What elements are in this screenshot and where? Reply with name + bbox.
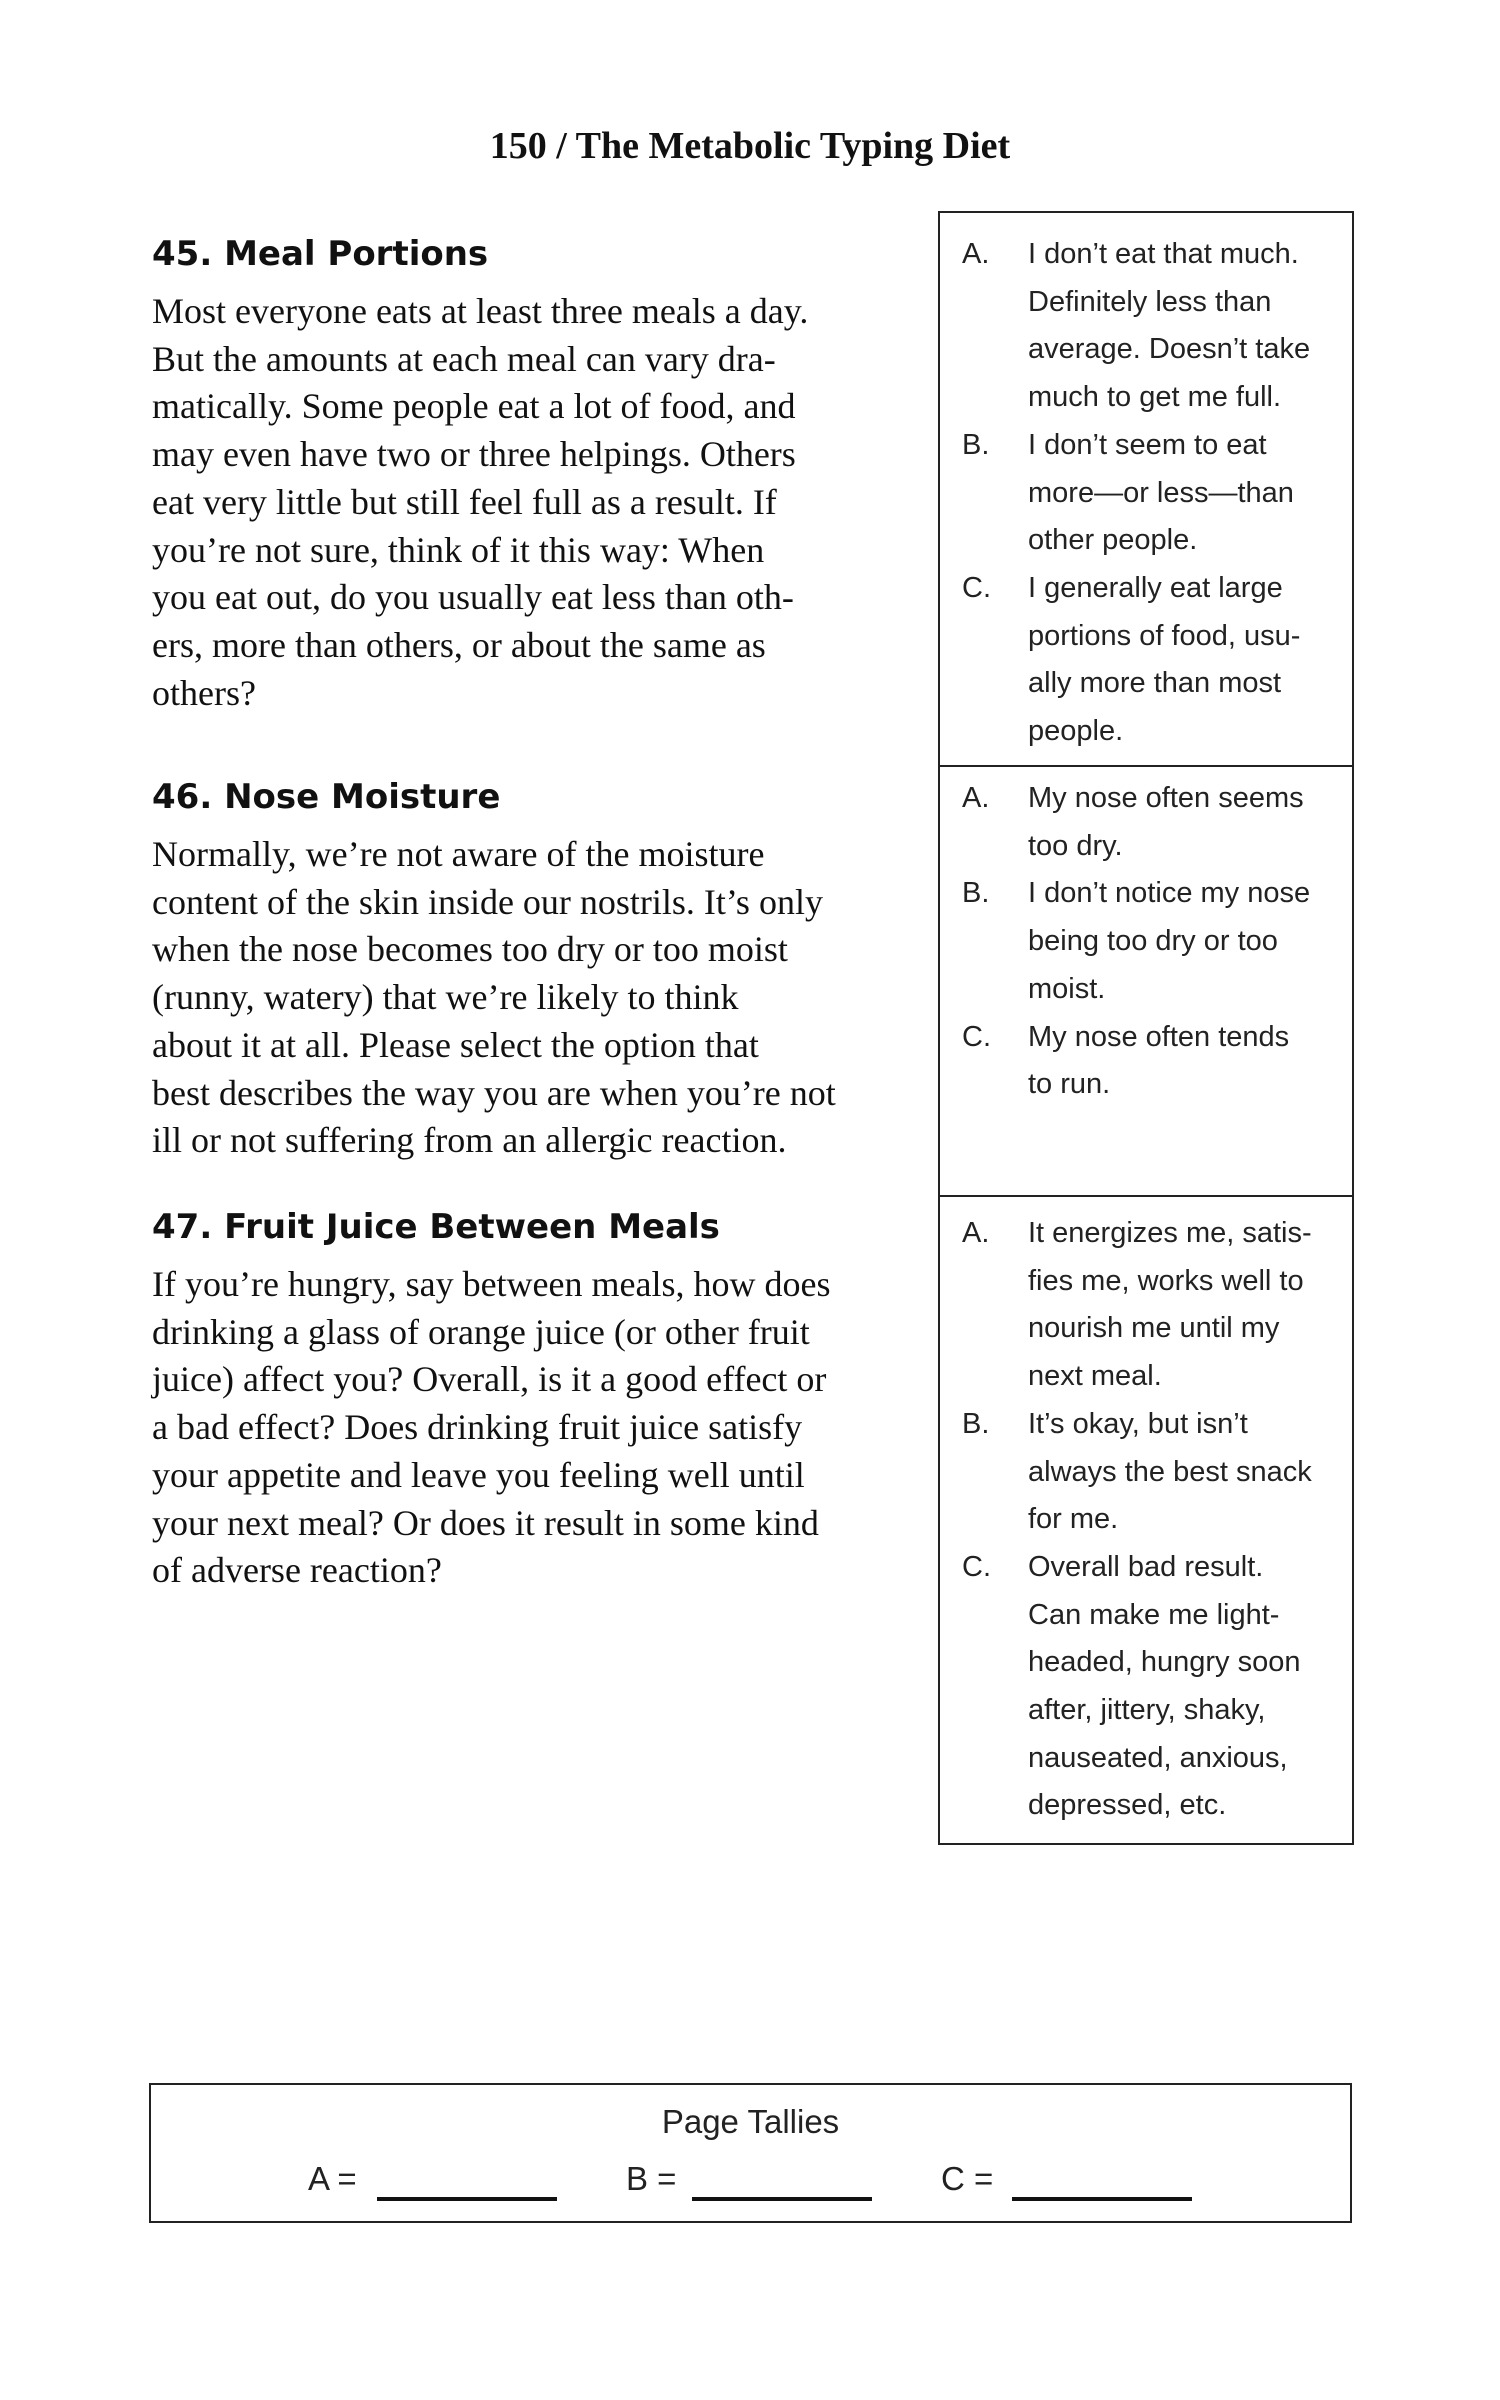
option-line: more—or less—than bbox=[1028, 476, 1294, 509]
option-text bbox=[1028, 565, 1352, 756]
answer-option[interactable] bbox=[940, 1401, 1352, 1544]
question-body bbox=[152, 1261, 912, 1595]
option-line: next meal. bbox=[1028, 1360, 1162, 1393]
option-line: to run. bbox=[1028, 1068, 1111, 1101]
option-letter: B. bbox=[962, 1407, 990, 1440]
option-line: I generally eat large bbox=[1028, 571, 1283, 604]
option-letter: C. bbox=[962, 571, 991, 604]
option-line: moist. bbox=[1028, 972, 1106, 1005]
option-text bbox=[1028, 422, 1352, 565]
option-line: I don’t seem to eat bbox=[1028, 428, 1267, 461]
options-45 bbox=[940, 231, 1352, 756]
body-line: matically. Some people eat a lot of food, and bbox=[152, 386, 796, 427]
option-letter: A. bbox=[962, 238, 990, 270]
body-line: eat very little but still feel full as a result. If bbox=[152, 481, 777, 522]
option-line: nauseated, anxious, bbox=[1028, 1741, 1288, 1774]
option-line: for me. bbox=[1028, 1503, 1119, 1536]
body-line: content of the skin inside our nostrils. It’s only bbox=[152, 881, 823, 922]
body-line: others? bbox=[152, 672, 256, 713]
body-line: But the amounts at each meal can vary dra- bbox=[152, 338, 776, 379]
answer-option[interactable] bbox=[940, 775, 1352, 870]
body-line: (runny, watery) that we’re likely to think bbox=[152, 977, 739, 1018]
answer-option[interactable] bbox=[940, 1210, 1352, 1401]
question-body bbox=[152, 288, 912, 717]
option-line: headed, hungry soon bbox=[1028, 1646, 1301, 1679]
question-heading: 47. Fruit Juice Between Meals bbox=[152, 1207, 720, 1247]
option-line: Can make me light- bbox=[1028, 1598, 1280, 1631]
body-line: drinking a glass of orange juice (or other fruit bbox=[152, 1311, 810, 1352]
option-line: after, jittery, shaky, bbox=[1028, 1694, 1266, 1727]
option-line: people. bbox=[1028, 715, 1124, 748]
answer-options-box bbox=[938, 211, 1354, 1845]
question-45 bbox=[152, 230, 912, 717]
option-text bbox=[1028, 775, 1352, 870]
body-line: ers, more than others, or about the same as bbox=[152, 624, 766, 665]
option-line: It energizes me, satis- bbox=[1028, 1217, 1312, 1249]
option-letter: B. bbox=[962, 428, 990, 461]
body-line: you’re not sure, think of it this way: When bbox=[152, 529, 765, 570]
option-text bbox=[1028, 231, 1352, 422]
answer-option[interactable] bbox=[940, 1014, 1352, 1109]
page-tallies-box bbox=[149, 2083, 1352, 2223]
question-heading: 46. Nose Moisture bbox=[152, 777, 501, 817]
answer-option[interactable] bbox=[940, 1544, 1352, 1830]
option-text bbox=[1028, 1014, 1352, 1109]
tally-c-blank[interactable] bbox=[1012, 2197, 1192, 2201]
answer-option[interactable] bbox=[940, 422, 1352, 565]
body-line: may even have two or three helpings. Others bbox=[152, 434, 796, 475]
answer-option[interactable] bbox=[940, 565, 1352, 756]
options-47 bbox=[940, 1210, 1352, 1830]
body-line: your appetite and leave you feeling well until bbox=[152, 1454, 805, 1495]
option-line: My nose often tends bbox=[1028, 1020, 1290, 1053]
body-line: juice) affect you? Overall, is it a good effect or bbox=[152, 1359, 827, 1400]
body-line: you eat out, do you usually eat less than oth- bbox=[152, 577, 794, 618]
option-text bbox=[1028, 1210, 1352, 1401]
page-tallies-title: Page Tallies bbox=[661, 2103, 840, 2140]
option-letter: C. bbox=[962, 1550, 991, 1583]
body-line: when the nose becomes too dry or too moist bbox=[152, 929, 788, 970]
option-line: too dry. bbox=[1028, 829, 1123, 862]
option-line: always the best snack bbox=[1028, 1455, 1312, 1488]
tally-b-blank[interactable] bbox=[692, 2197, 872, 2201]
option-text bbox=[1028, 1401, 1352, 1544]
option-letter: C. bbox=[962, 1020, 991, 1053]
body-line: best describes the way you are when you’re not bbox=[152, 1072, 836, 1113]
body-line: about it at all. Please select the option that bbox=[152, 1024, 759, 1065]
answer-option[interactable] bbox=[940, 231, 1352, 422]
question-46 bbox=[152, 773, 912, 1165]
question-body bbox=[152, 831, 912, 1165]
answer-option[interactable] bbox=[940, 870, 1352, 1013]
divider bbox=[940, 1195, 1352, 1197]
body-line: a bad effect? Does drinking fruit juice satisfy bbox=[152, 1407, 803, 1448]
tally-b-label: B = bbox=[626, 2160, 677, 2197]
option-line: depressed, etc. bbox=[1028, 1789, 1227, 1822]
option-letter: B. bbox=[962, 877, 990, 910]
option-line: fies me, works well to bbox=[1028, 1264, 1304, 1297]
option-line: I don’t notice my nose bbox=[1028, 877, 1311, 910]
option-line: ally more than most bbox=[1028, 667, 1282, 700]
option-line: being too dry or too bbox=[1028, 925, 1278, 958]
option-line: portions of food, usu- bbox=[1028, 619, 1301, 652]
running-head: 150 / The Metabolic Typing Diet bbox=[489, 125, 1011, 167]
option-line: Definitely less than bbox=[1028, 285, 1272, 318]
option-letter: A. bbox=[962, 782, 990, 814]
body-line: Normally, we’re not aware of the moisture bbox=[152, 834, 765, 874]
option-text bbox=[1028, 870, 1352, 1013]
option-line: Overall bad result. bbox=[1028, 1550, 1264, 1583]
option-line: other people. bbox=[1028, 524, 1198, 557]
option-text bbox=[1028, 1544, 1352, 1830]
options-46 bbox=[940, 775, 1352, 1109]
tally-c-label: C = bbox=[941, 2160, 994, 2197]
body-line: If you’re hungry, say between meals, how does bbox=[152, 1264, 831, 1304]
tally-a-blank[interactable] bbox=[377, 2197, 557, 2201]
option-line: It’s okay, but isn’t bbox=[1028, 1407, 1248, 1440]
body-line: Most everyone eats at least three meals a day. bbox=[152, 291, 809, 331]
tally-a-label: A = bbox=[308, 2160, 357, 2197]
body-line: ill or not suffering from an allergic reaction. bbox=[152, 1120, 787, 1161]
option-line: My nose often seems bbox=[1028, 782, 1304, 814]
option-line: much to get me full. bbox=[1028, 381, 1282, 414]
question-47 bbox=[152, 1203, 912, 1595]
option-letter: A. bbox=[962, 1217, 990, 1249]
option-line: I don’t eat that much. bbox=[1028, 238, 1299, 270]
option-line: nourish me until my bbox=[1028, 1312, 1280, 1345]
body-line: your next meal? Or does it result in some kind bbox=[152, 1502, 819, 1543]
body-line: of adverse reaction? bbox=[152, 1550, 442, 1591]
divider bbox=[940, 765, 1352, 767]
question-heading: 45. Meal Portions bbox=[152, 234, 489, 274]
option-line: average. Doesn’t take bbox=[1028, 333, 1311, 366]
